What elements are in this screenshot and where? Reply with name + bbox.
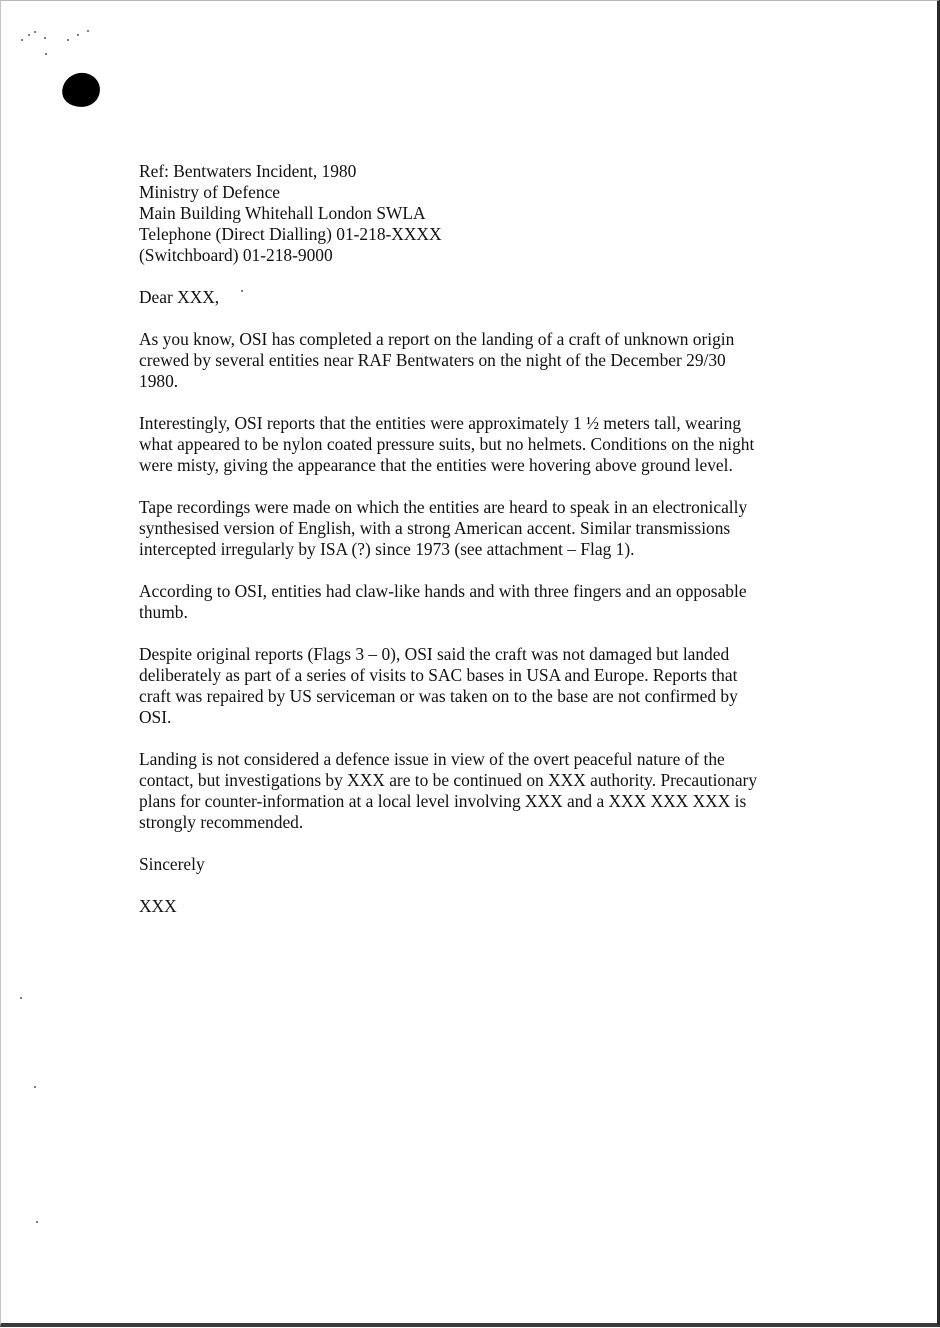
paragraph-line: According to OSI, entities had claw-like hands and with three fingers and an opposable [139,581,747,601]
salutation-text: Dear XXX, [139,287,220,307]
signature [139,896,819,917]
paragraph-craft [139,644,819,728]
direct-phone-line: Telephone (Direct Dialling) 01-218-XXXX [139,224,442,244]
paragraph-line: intercepted irregularly by ISA (?) since 1973 (see attachment – Flag 1). [139,539,635,559]
paragraph-line: contact, but investigations by XXX are to be continued on XXX authority. Precautionary [139,770,758,790]
paragraph-line: Landing is not considered a defence issue in view of the overt peaceful nature of the [139,749,725,769]
closing-text: Sincerely [139,854,205,874]
paragraph-line: deliberately as part of a series of visits to SAC bases in USA and Europe. Reports that [139,665,738,685]
address-block [139,161,819,266]
paragraph-line: crewed by several entities near RAF Bentwaters on the night of the December 29/30 [139,350,726,370]
paragraph-line: plans for counter-information at a local level involving XXX and a XXX XXX XXX is [139,791,747,811]
paragraph-recordings [139,497,819,560]
paragraph-report [139,329,819,392]
paragraph-line: synthesised version of English, with a strong American accent. Similar transmissions [139,518,731,538]
paragraph-line: Interestingly, OSI reports that the entities were approximately 1 ½ meters tall, wearing [139,413,742,433]
switchboard-line: (Switchboard) 01-218-9000 [139,245,333,265]
paragraph-line: strongly recommended. [139,812,304,832]
paragraph-line: Despite original reports (Flags 3 – 0), OSI said the craft was not damaged but landed [139,644,730,664]
punch-hole-mark [60,71,102,110]
paragraph-line: were misty, giving the appearance that the entities were hovering above ground level. [139,455,733,475]
paragraph-line: OSI. [139,707,172,727]
paragraph-line: 1980. [139,371,179,391]
reference-line: Ref: Bentwaters Incident, 1980 [139,161,357,181]
organization-line: Ministry of Defence [139,182,281,202]
building-line: Main Building Whitehall London SWLA [139,203,426,223]
closing [139,854,819,875]
paragraph-hands [139,581,819,623]
paragraph-line: what appeared to be nylon coated pressure suits, but no helmets. Conditions on the night [139,434,755,454]
letter-body [139,161,819,938]
paragraph-line: thumb. [139,602,188,622]
paragraph-line: craft was repaired by US serviceman or was taken on to the base are not confirmed by [139,686,738,706]
signature-text: XXX [139,896,177,916]
paragraph-entities [139,413,819,476]
paragraph-line: Tape recordings were made on which the entities are heard to speak in an electronically [139,497,748,517]
salutation [139,287,819,308]
paragraph-landing [139,749,819,833]
paragraph-line: As you know, OSI has completed a report on the landing of a craft of unknown origin [139,329,735,349]
